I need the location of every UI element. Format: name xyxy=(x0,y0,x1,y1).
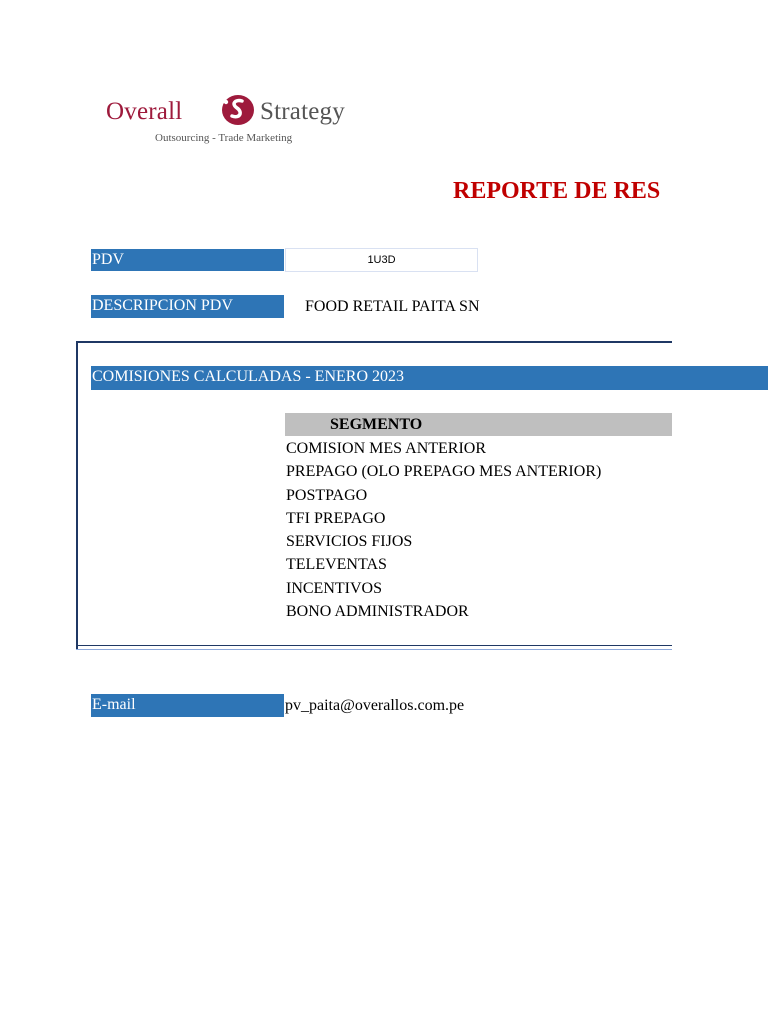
descripcion-pdv-value: FOOD RETAIL PAITA SN xyxy=(305,298,480,315)
segment-item: INCENTIVOS xyxy=(286,579,382,597)
pdv-value: 1U3D xyxy=(285,248,478,272)
company-logo xyxy=(106,90,396,150)
commission-box-bottom-border xyxy=(76,645,672,650)
report-title: REPORTE DE RES xyxy=(453,178,661,204)
segment-header: SEGMENTO xyxy=(285,413,672,436)
logo-word-left: Overall xyxy=(106,98,183,125)
segment-item: POSTPAGO xyxy=(286,486,368,504)
commission-box-top-border xyxy=(76,341,672,343)
os-logo-icon xyxy=(218,92,258,126)
commission-box-left-border xyxy=(76,341,78,649)
segment-list xyxy=(286,437,601,623)
descripcion-pdv-label: DESCRIPCION PDV xyxy=(91,295,284,318)
email-value: pv_paita@overallos.com.pe xyxy=(285,697,465,714)
segment-item: TELEVENTAS xyxy=(286,556,387,574)
segment-item: BONO ADMINISTRADOR xyxy=(286,603,469,621)
pdv-label: PDV xyxy=(91,249,284,271)
email-label: E-mail xyxy=(91,694,284,717)
logo-tagline: Outsourcing - Trade Marketing xyxy=(155,132,293,144)
segment-item: PREPAGO (OLO PREPAGO MES ANTERIOR) xyxy=(286,463,602,481)
segment-item: TFI PREPAGO xyxy=(286,509,386,527)
logo-word-right: Strategy xyxy=(260,98,345,125)
segment-item: COMISION MES ANTERIOR xyxy=(286,440,487,457)
comisiones-section-label: COMISIONES CALCULADAS - ENERO 2023 xyxy=(91,366,768,390)
segment-item: SERVICIOS FIJOS xyxy=(286,533,413,551)
